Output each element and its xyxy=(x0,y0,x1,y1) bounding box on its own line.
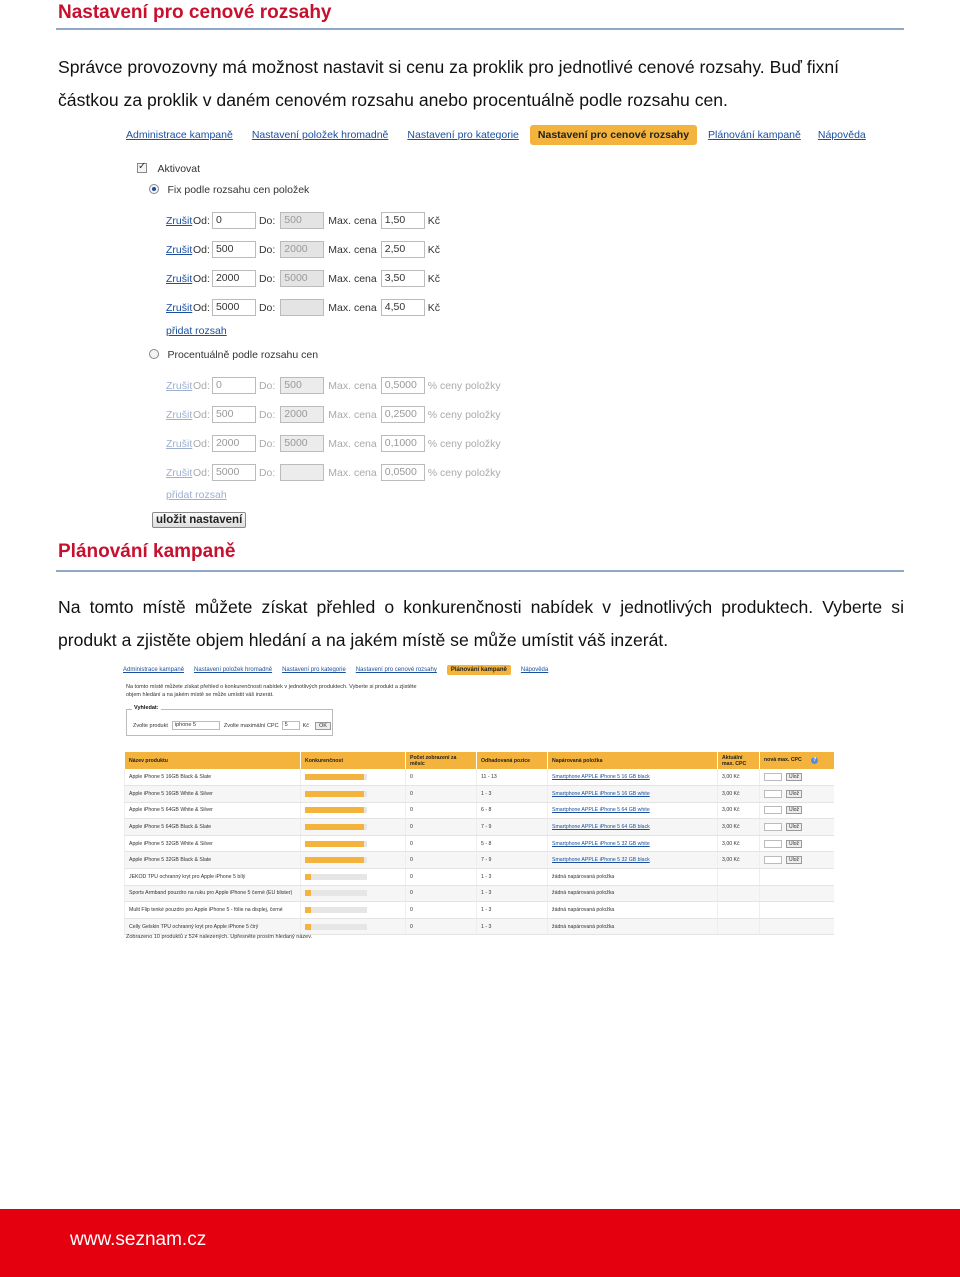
competition-bar xyxy=(305,791,367,797)
percent-radio[interactable] xyxy=(149,349,159,359)
max-price-input[interactable]: 1,50 xyxy=(381,212,425,229)
header-product: Název produktu xyxy=(125,752,301,769)
tab-bar xyxy=(126,124,866,146)
max-price-label: Max. cena xyxy=(328,437,377,450)
new-cpc-cell xyxy=(760,786,835,803)
save-cpc-button[interactable]: Ulož xyxy=(786,773,802,781)
paired-item[interactable]: Smartphone APPLE iPhone 5 64 GB white xyxy=(548,802,718,819)
competition-cell xyxy=(301,786,406,803)
position-cell: 5 - 8 xyxy=(477,835,548,852)
planning-table xyxy=(124,752,834,935)
new-cpc-input[interactable] xyxy=(764,790,782,798)
remove-range-link[interactable]: Zrušit xyxy=(166,214,193,227)
range-row xyxy=(166,211,442,230)
remove-range-link: Zrušit xyxy=(166,437,193,450)
competition-fill xyxy=(305,924,311,930)
from-label: Od: xyxy=(193,379,210,392)
tab-bar-small xyxy=(123,664,549,676)
paired-item[interactable]: Smartphone APPLE iPhone 5 16 GB white xyxy=(548,786,718,803)
from-input: 5000 xyxy=(212,464,256,481)
competition-cell xyxy=(301,802,406,819)
results-note: Zobrazeno 10 produktů z 524 nalezených. Upřesněte prosím hledaný název. xyxy=(126,934,313,940)
table-header-row xyxy=(125,752,835,769)
range-row xyxy=(166,463,503,482)
from-label: Od: xyxy=(193,301,210,314)
new-cpc-cell xyxy=(760,769,835,786)
section-title-campaign-planning: Plánování kampaně xyxy=(58,541,236,562)
competition-bar xyxy=(305,774,367,780)
range-row xyxy=(166,405,503,424)
table-row xyxy=(125,885,835,902)
tab-campaign-planning[interactable]: Plánování kampaně xyxy=(708,129,801,141)
competition-bar xyxy=(305,857,367,863)
current-cpc xyxy=(718,869,760,886)
fixed-option-label: Fix podle rozsahu cen položek xyxy=(167,184,310,196)
table-row xyxy=(125,835,835,852)
fixed-option xyxy=(149,180,309,198)
remove-range-link: Zrušit xyxy=(166,379,193,392)
percent-unit-label: % ceny položky xyxy=(427,379,501,392)
from-input[interactable]: 5000 xyxy=(212,299,256,316)
new-cpc-input[interactable] xyxy=(764,823,782,831)
current-cpc: 3,00 Kč xyxy=(718,819,760,836)
save-cpc-button[interactable]: Ulož xyxy=(786,840,802,848)
percent-ranges xyxy=(166,376,503,482)
from-input: 0 xyxy=(212,377,256,394)
to-input: 2000 xyxy=(280,406,324,423)
from-input: 2000 xyxy=(212,435,256,452)
from-input[interactable]: 500 xyxy=(212,241,256,258)
percent-unit-label: % ceny položky xyxy=(427,437,501,450)
range-row xyxy=(166,240,442,259)
header-new-cpc-label: nová max. CPC xyxy=(764,757,802,763)
to-label: Do: xyxy=(258,379,276,392)
tab-bulk-items[interactable]: Nastavení položek hromadně xyxy=(251,129,389,141)
product-name: Apple iPhone 5 32GB Black & Slate xyxy=(125,852,301,869)
competition-cell xyxy=(301,869,406,886)
competition-fill xyxy=(305,791,364,797)
tab-campaign-admin[interactable]: Administrace kampaně xyxy=(126,129,233,141)
competition-bar xyxy=(305,907,367,913)
competition-bar xyxy=(305,841,367,847)
range-row xyxy=(166,269,442,288)
to-label: Do: xyxy=(258,243,276,256)
tab-categories[interactable]: Nastavení pro kategorie xyxy=(407,129,519,141)
range-row xyxy=(166,298,442,317)
competition-bar xyxy=(305,874,367,880)
range-row xyxy=(166,376,503,395)
current-cpc xyxy=(718,918,760,935)
competition-fill xyxy=(305,890,311,896)
position-cell: 6 - 8 xyxy=(477,802,548,819)
competition-cell xyxy=(301,885,406,902)
current-cpc xyxy=(718,902,760,919)
new-cpc-cell xyxy=(760,918,835,935)
max-price-label: Max. cena xyxy=(328,272,377,285)
to-label: Do: xyxy=(258,272,276,285)
search-fieldset xyxy=(126,705,333,736)
currency-label: Kč xyxy=(427,301,440,314)
new-cpc-input[interactable] xyxy=(764,840,782,848)
to-label: Do: xyxy=(258,301,276,314)
header-competition: Konkurenčnost xyxy=(301,752,406,769)
percent-option xyxy=(149,345,318,363)
max-price-label: Max. cena xyxy=(328,243,377,256)
ok-button[interactable]: OK xyxy=(315,722,331,730)
paired-item: žádná napárovaná položka xyxy=(548,902,718,919)
max-price-input: 0,1000 xyxy=(381,435,425,452)
table-row xyxy=(125,786,835,803)
views-cell: 0 xyxy=(406,902,477,919)
current-cpc xyxy=(718,885,760,902)
competition-fill xyxy=(305,874,311,880)
new-cpc-cell xyxy=(760,885,835,902)
to-label: Do: xyxy=(258,437,276,450)
paired-item[interactable]: Smartphone APPLE iPhone 5 16 GB black xyxy=(548,769,718,786)
save-cpc-button[interactable]: Ulož xyxy=(786,790,802,798)
section-title-price-ranges: Nastavení pro cenové rozsahy xyxy=(58,2,332,23)
product-name: Apple iPhone 5 16GB Black & Slate xyxy=(125,769,301,786)
from-input[interactable]: 0 xyxy=(212,212,256,229)
product-input[interactable]: iphone 5 xyxy=(172,721,220,730)
activate-option xyxy=(137,159,200,177)
from-label: Od: xyxy=(193,437,210,450)
paired-item[interactable]: Smartphone APPLE iPhone 5 32 GB black xyxy=(548,852,718,869)
max-price-input[interactable]: 3,50 xyxy=(381,270,425,287)
new-cpc-input[interactable] xyxy=(764,856,782,864)
remove-range-link: Zrušit xyxy=(166,466,193,479)
tab-price-ranges[interactable]: Nastavení pro cenové rozsahy xyxy=(355,667,437,673)
currency-label: Kč xyxy=(427,214,440,227)
product-name: Sports Armband pouzdro na ruku pro Apple iPhone 5 černé (EU blister) xyxy=(125,885,301,902)
table-row xyxy=(125,769,835,786)
save-cpc-button[interactable]: Ulož xyxy=(786,806,802,814)
save-settings-button[interactable]: uložit nastavení xyxy=(152,512,246,528)
to-input: 2000 xyxy=(280,241,324,258)
add-range-link-disabled: přidat rozsah xyxy=(166,489,227,501)
views-cell: 0 xyxy=(406,885,477,902)
max-price-input[interactable]: 2,50 xyxy=(381,241,425,258)
to-label: Do: xyxy=(258,214,276,227)
remove-range-link[interactable]: Zrušit xyxy=(166,243,193,256)
position-cell: 1 - 3 xyxy=(477,902,548,919)
new-cpc-cell xyxy=(760,852,835,869)
competition-fill xyxy=(305,824,364,830)
new-cpc-cell xyxy=(760,902,835,919)
competition-cell xyxy=(301,835,406,852)
planning-intro: Na tomto místě můžete získat přehled o konkurenčnosti nabídek v jednotlivých produktech. Vyberte si produkt a zjistěte objem hledání a na jakém místě se může umístit váš inzerát. xyxy=(126,684,417,698)
competition-bar xyxy=(305,807,367,813)
to-input: 5000 xyxy=(280,435,324,452)
current-cpc: 3,00 Kč xyxy=(718,835,760,852)
competition-cell xyxy=(301,769,406,786)
views-cell: 0 xyxy=(406,835,477,852)
activate-checkbox[interactable] xyxy=(137,163,147,173)
footer-bar xyxy=(0,1209,960,1277)
header-position: Odhadovaná pozice xyxy=(477,752,548,769)
product-name: Apple iPhone 5 64GB White & Silver xyxy=(125,802,301,819)
product-name: Apple iPhone 5 64GB Black & Slate xyxy=(125,819,301,836)
competition-cell xyxy=(301,918,406,935)
position-cell: 7 - 9 xyxy=(477,852,548,869)
from-label: Od: xyxy=(193,466,210,479)
current-cpc: 3,00 Kč xyxy=(718,786,760,803)
max-price-input: 0,5000 xyxy=(381,377,425,394)
from-label: Od: xyxy=(193,214,210,227)
tab-bulk-items[interactable]: Nastavení položek hromadně xyxy=(194,667,273,673)
range-row xyxy=(166,434,503,453)
cpc-currency: Kč xyxy=(302,722,309,729)
to-label: Do: xyxy=(258,466,276,479)
to-input xyxy=(280,464,324,481)
paired-item[interactable]: Smartphone APPLE iPhone 5 32 GB white xyxy=(548,835,718,852)
current-cpc: 3,00 Kč xyxy=(718,802,760,819)
competition-fill xyxy=(305,807,364,813)
header-paired-item: Napárovaná položka xyxy=(548,752,718,769)
from-input: 500 xyxy=(212,406,256,423)
remove-range-link: Zrušit xyxy=(166,408,193,421)
table-row xyxy=(125,819,835,836)
table-row xyxy=(125,802,835,819)
max-price-input: 0,2500 xyxy=(381,406,425,423)
header-views: Počet zobrazení za měsíc xyxy=(406,752,477,769)
competition-bar xyxy=(305,924,367,930)
max-price-label: Max. cena xyxy=(328,466,377,479)
to-input: 500 xyxy=(280,377,324,394)
product-name: Celly Gelskin TPU ochranný kryt pro Apple iPhone 5 čirý xyxy=(125,918,301,935)
views-cell: 0 xyxy=(406,786,477,803)
competition-bar xyxy=(305,824,367,830)
search-legend: Vyhledat: xyxy=(134,705,159,711)
product-name: Apple iPhone 5 32GB White & Silver xyxy=(125,835,301,852)
from-label: Od: xyxy=(193,272,210,285)
table-row xyxy=(125,869,835,886)
views-cell: 0 xyxy=(406,918,477,935)
cpc-input[interactable]: 5 xyxy=(282,721,300,730)
percent-option-label: Procentuálně podle rozsahu cen xyxy=(167,349,319,361)
product-name: Mulit Flip tenké pouzdro pro Apple iPhone 5 - fólie na displej, černé xyxy=(125,902,301,919)
header-current-cpc: Aktuální max. CPC xyxy=(718,752,760,769)
help-icon[interactable]: ? xyxy=(813,757,817,763)
tab-campaign-planning[interactable]: Plánování kampaně xyxy=(447,665,511,675)
views-cell: 0 xyxy=(406,852,477,869)
tab-help[interactable]: Nápověda xyxy=(817,129,866,141)
table-row xyxy=(125,852,835,869)
save-cpc-button[interactable]: Ulož xyxy=(786,856,802,864)
views-cell: 0 xyxy=(406,819,477,836)
fixed-ranges xyxy=(166,211,442,317)
product-name: JEKOD TPU ochranný kryt pro Apple iPhone 5 bílý xyxy=(125,869,301,886)
table-row xyxy=(125,902,835,919)
max-price-label: Max. cena xyxy=(328,301,377,314)
competition-cell xyxy=(301,819,406,836)
tab-help[interactable]: Nápověda xyxy=(520,667,549,673)
currency-label: Kč xyxy=(427,243,440,256)
max-price-label: Max. cena xyxy=(328,408,377,421)
from-label: Od: xyxy=(193,243,210,256)
views-cell: 0 xyxy=(406,769,477,786)
max-price-input: 0,0500 xyxy=(381,464,425,481)
section-paragraph: Na tomto místě můžete získat přehled o konkurenčnosti nabídek v jednotlivých produktech. Vyberte si produkt a zjistěte objem hledání a na jakém místě se může umístit váš inzerát. xyxy=(58,597,904,650)
section-divider xyxy=(56,570,904,572)
section-divider xyxy=(56,28,904,30)
position-cell: 1 - 3 xyxy=(477,786,548,803)
tab-price-ranges[interactable]: Nastavení pro cenové rozsahy xyxy=(530,125,697,145)
competition-bar xyxy=(305,890,367,896)
table-row xyxy=(125,918,835,935)
views-cell: 0 xyxy=(406,869,477,886)
activate-label: Aktivovat xyxy=(157,163,201,175)
competition-fill xyxy=(305,841,364,847)
to-input: 500 xyxy=(280,212,324,229)
new-cpc-cell xyxy=(760,869,835,886)
max-price-label: Max. cena xyxy=(328,214,377,227)
save-cpc-button[interactable]: Ulož xyxy=(786,823,802,831)
current-cpc: 3,00 Kč xyxy=(718,852,760,869)
tab-campaign-admin[interactable]: Administrace kampaně xyxy=(123,667,185,673)
to-input: 5000 xyxy=(280,270,324,287)
max-price-label: Max. cena xyxy=(328,379,377,392)
remove-range-link[interactable]: Zrušit xyxy=(166,272,193,285)
new-cpc-cell xyxy=(760,819,835,836)
position-cell: 1 - 3 xyxy=(477,869,548,886)
competition-cell xyxy=(301,852,406,869)
paired-item: žádná napárovaná položka xyxy=(548,885,718,902)
to-input xyxy=(280,299,324,316)
new-cpc-input[interactable] xyxy=(764,806,782,814)
section-paragraph: Správce provozovny má možnost nastavit si cenu za proklik pro jednotlivé cenové rozsahy. Buď fixní částkou za proklik v daném cenovém rozsahu anebo procentuálně podle rozsahu cen. xyxy=(58,57,840,110)
to-label: Do: xyxy=(258,408,276,421)
competition-fill xyxy=(305,857,364,863)
product-label: Zvolte produkt xyxy=(133,722,168,729)
paired-item: žádná napárovaná položka xyxy=(548,869,718,886)
cpc-label: Zvolte maximální CPC xyxy=(223,722,279,729)
currency-label: Kč xyxy=(427,272,440,285)
competition-cell xyxy=(301,902,406,919)
tab-categories[interactable]: Nastavení pro kategorie xyxy=(282,667,346,673)
percent-unit-label: % ceny položky xyxy=(427,408,501,421)
footer-url[interactable]: www.seznam.cz xyxy=(70,1229,207,1250)
new-cpc-input[interactable] xyxy=(764,773,782,781)
add-range-link[interactable]: přidat rozsah xyxy=(166,325,227,337)
percent-unit-label: % ceny položky xyxy=(427,466,501,479)
product-name: Apple iPhone 5 16GB White & Silver xyxy=(125,786,301,803)
position-cell: 1 - 3 xyxy=(477,885,548,902)
paired-item[interactable]: Smartphone APPLE iPhone 5 64 GB black xyxy=(548,819,718,836)
views-cell: 0 xyxy=(406,802,477,819)
competition-fill xyxy=(305,907,311,913)
max-price-input[interactable]: 4,50 xyxy=(381,299,425,316)
position-cell: 1 - 3 xyxy=(477,918,548,935)
competition-fill xyxy=(305,774,364,780)
new-cpc-cell xyxy=(760,835,835,852)
fixed-radio[interactable] xyxy=(149,184,159,194)
from-label: Od: xyxy=(193,408,210,421)
header-new-cpc xyxy=(760,752,835,769)
position-cell: 7 - 9 xyxy=(477,819,548,836)
new-cpc-cell xyxy=(760,802,835,819)
current-cpc: 3,00 Kč xyxy=(718,769,760,786)
remove-range-link[interactable]: Zrušit xyxy=(166,301,193,314)
paired-item: žádná napárovaná položka xyxy=(548,918,718,935)
from-input[interactable]: 2000 xyxy=(212,270,256,287)
position-cell: 11 - 13 xyxy=(477,769,548,786)
